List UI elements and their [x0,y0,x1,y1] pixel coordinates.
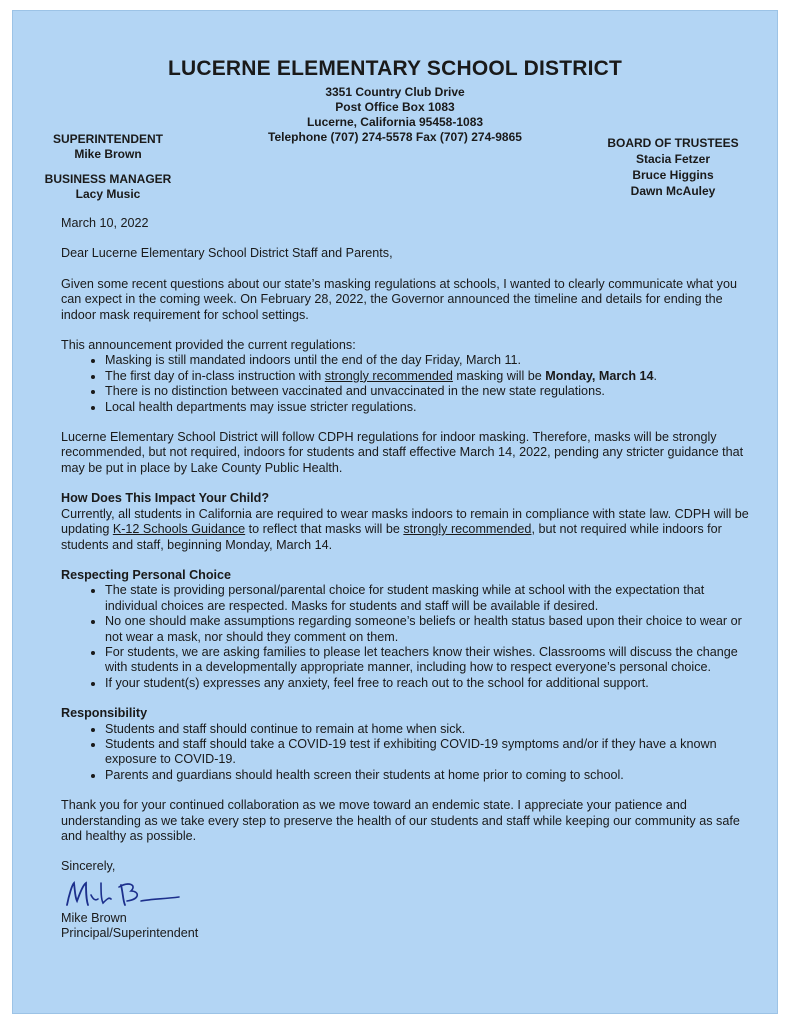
letter-date: March 10, 2022 [61,216,149,230]
underlined-text: strongly recommended [403,522,532,537]
k12-guidance-link[interactable]: K-12 Schools Guidance [112,522,246,537]
superintendent-name: Mike Brown [74,147,142,161]
letter-body [61,216,751,942]
text-run: . [653,368,658,383]
signer-title: Principal/Superintendent [61,926,199,941]
list-item: • Masking is still mandated indoors until the end of the day Friday, March 11. [105,353,751,368]
responsibility-heading: Responsibility [61,706,148,721]
list-item: • For students, we are asking families to please let teachers know their wishes. Classrooms will discuss the change with students in a developmentally appropriate manner, including how to respect everyone’s personal choice. [105,645,751,676]
board-member: Stacia Fetzer [635,152,711,166]
list-item: • Students and staff should take a COVID-19 test if exhibiting COVID-19 symptoms and/or if they have a known exposure to COVID-19. [105,737,751,768]
letter-page [12,10,778,1014]
board-of-trustees [605,135,741,199]
text-run: masking will be [452,368,546,383]
salutation: Dear Lucerne Elementary School District Staff and Parents, [61,246,393,261]
phone-fax-line: Telephone (707) 274-5578 Fax (707) 274-9865 [268,130,522,144]
board-member: Dawn McAuley [630,184,716,198]
text-run: Currently, all students in California are required to wear masks indoors to remain in compliance with state law. CDPH will be updating [61,506,749,537]
list-item: • Students and staff should continue to remain at home when sick. [105,722,751,737]
address-line: Post Office Box 1083 [335,100,455,114]
follow-paragraph: Lucerne Elementary School District will follow CDPH regulations for indoor masking. Therefore, masks will be strongly recommended, but not required, indoors for students and staff effective March 14, 2022, pending any stricter guidance that may be put in place by Lake County Public Health. [61,430,744,475]
list-item [105,369,751,384]
board-title: BOARD OF TRUSTEES [607,136,739,150]
text-run: The first day of in-class instruction with [105,368,325,383]
address-line: 3351 Country Club Drive [325,85,465,99]
choice-heading: Respecting Personal Choice [61,567,232,582]
underlined-text: strongly recommended [324,368,453,383]
impact-heading: How Does This Impact Your Child? [61,491,270,506]
signer-name: Mike Brown [61,910,127,925]
district-staff [43,132,173,202]
text-run: to reflect that masks will be [245,522,404,537]
superintendent-title: SUPERINTENDENT [52,132,163,146]
handwritten-signature [63,877,183,911]
responsibility-list [61,722,751,784]
address-line: Lucerne, California 95458-1083 [306,115,484,129]
list-item: • Local health departments may issue stricter regulations. [105,400,751,415]
list-item: • If your student(s) expresses any anxiety, feel free to reach out to the school for additional support. [105,676,751,691]
intro-paragraph: Given some recent questions about our state’s masking regulations at schools, I wanted to clearly communicate what you can expect in the coming week. On February 28, 2022, the Governor announced the timeline and details for ending the indoor mask requirement for school settings. [61,276,737,322]
impact-paragraph [61,507,751,553]
district-title: LUCERNE ELEMENTARY SCHOOL DISTRICT [167,57,623,80]
list-item: • Parents and guardians should health screen their students at home prior to coming to school. [105,768,751,783]
text-run: , but not required while indoors for students and staff, beginning Monday, March 14. [61,522,722,552]
sign-off: Sincerely, [61,859,116,874]
choice-list [61,583,751,691]
closing-paragraph: Thank you for your continued collaboration as we move toward an endemic state. I appreciate your patience and understanding as we take every step to preserve the health of our students and staff while keeping our community as safe and healthy as possible. [61,798,740,843]
board-member: Bruce Higgins [632,168,714,182]
business-manager-name: Lacy Music [75,187,141,201]
bold-date: Monday, March 14 [545,368,654,383]
regulations-list [61,353,751,415]
regulations-intro: This announcement provided the current regulations: [61,338,356,353]
business-manager-title: BUSINESS MANAGER [44,172,172,186]
list-item: • There is no distinction between vaccinated and unvaccinated in the new state regulations. [105,384,751,399]
list-item: • No one should make assumptions regarding someone’s beliefs or health status based upon their choice to wear or not wear a mask, nor should they comment on them. [105,614,751,645]
list-item: • The state is providing personal/parental choice for student masking while at school with the expectation that individual choices are respected. Masks for students and staff will be available if desired. [105,583,751,614]
